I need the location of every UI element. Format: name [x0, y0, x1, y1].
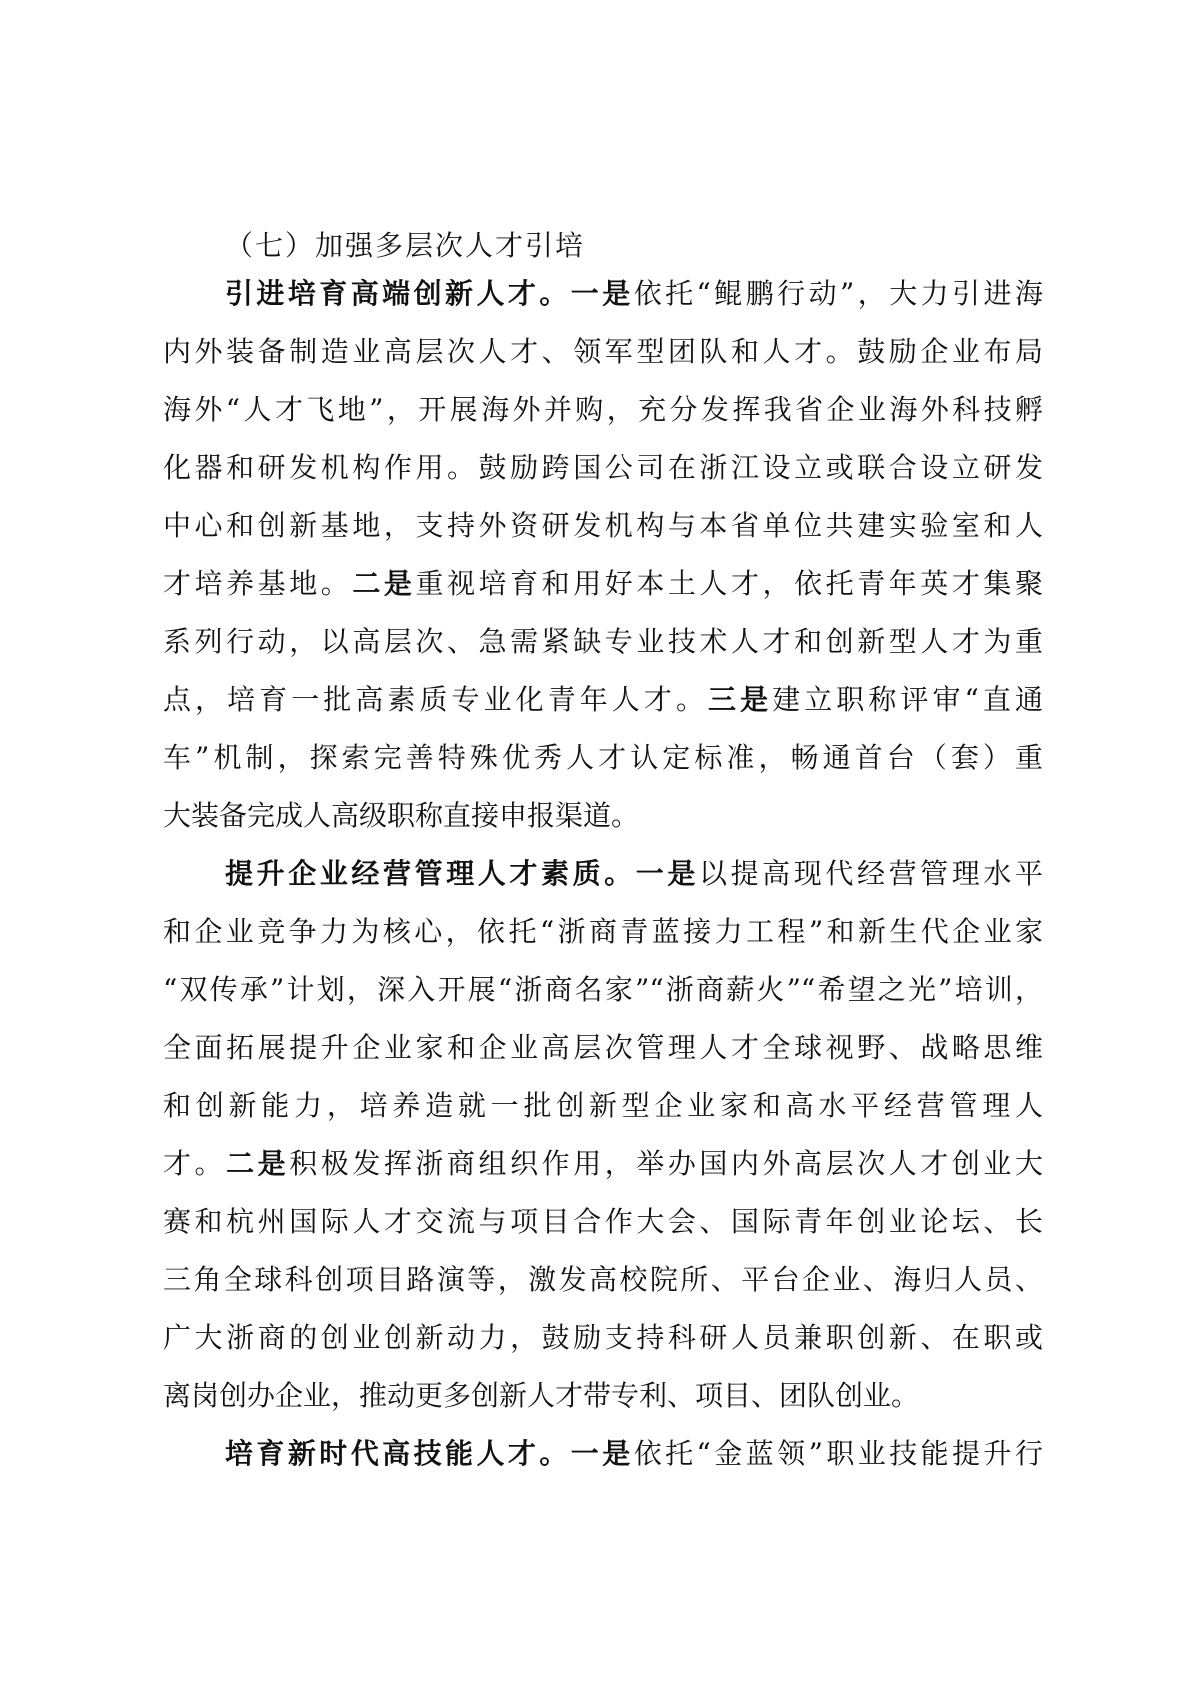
- text-line: [163, 497, 1043, 555]
- bold-run: 提升企业经营管理人才素质。一是: [225, 857, 699, 890]
- text-line: [163, 1193, 1043, 1251]
- bold-run: 培育新时代高技能人才。一是: [225, 1437, 634, 1470]
- text-line: [163, 903, 1043, 961]
- text-run: 全面拓展提升企业家和企业高层次管理人才全球视野、战略思维: [163, 1031, 1043, 1064]
- bold-run: 二是: [226, 1147, 290, 1180]
- text-run: 和企业竞争力为核心，依托“浙商青蓝接力工程”和新生代企业家: [163, 915, 1043, 948]
- section-heading: （七）加强多层次人才引培: [225, 229, 586, 262]
- text-run: 点，培育一批高素质专业化青年人才。: [163, 683, 709, 716]
- text-line: [163, 1077, 1043, 1135]
- text-run: 和创新能力，培养造就一批创新型企业家和高水平经营管理人: [163, 1089, 1043, 1122]
- text-run: “双传承”计划，深入开展“浙商名家”“浙商薪火”“希望之光”培训，: [163, 973, 1043, 1006]
- text-line: [163, 671, 1043, 729]
- text-run: 才培养基地。: [163, 567, 353, 600]
- bold-run: 三是: [708, 683, 773, 716]
- text-line: [163, 729, 1043, 787]
- text-line: [225, 845, 1043, 903]
- text-line: [163, 323, 1043, 381]
- text-line: [163, 787, 1043, 845]
- text-line: [163, 1251, 1043, 1309]
- text-run: 大装备完成人高级职称直接申报渠道。: [163, 799, 640, 832]
- text-run: 海外“人才飞地”，开展海外并购，充分发挥我省企业海外科技孵: [163, 393, 1043, 426]
- text-line: [163, 961, 1043, 1019]
- text-run: 中心和创新基地，支持外资研发机构与本省单位共建实验室和人: [163, 509, 1043, 542]
- text-line: [163, 1367, 1043, 1425]
- text-line: [163, 1135, 1043, 1193]
- text-run: 以提高现代经营管理水平: [698, 857, 1043, 890]
- text-line: [163, 555, 1043, 613]
- text-run: 系列行动，以高层次、急需紧缺专业技术人才和创新型人才为重: [163, 625, 1043, 658]
- text-run: 三角全球科创项目路演等，激发高校院所、平台企业、海归人员、: [163, 1263, 1043, 1296]
- text-run: 赛和杭州国际人才交流与项目合作大会、国际青年创业论坛、长: [163, 1205, 1043, 1238]
- text-run: 才。: [163, 1147, 227, 1180]
- text-run: 广大浙商的创业创新动力，鼓励支持科研人员兼职创新、在职或: [163, 1321, 1043, 1354]
- text-line: [163, 613, 1043, 671]
- text-run: 离岗创办企业，推动更多创新人才带专利、项目、团队创业。: [163, 1379, 920, 1412]
- text-line: [225, 265, 1043, 323]
- bold-run: 引进培育高端创新人才。一是: [225, 277, 634, 310]
- text-run: 积极发挥浙商组织作用，举办国内外高层次人才创业大: [289, 1147, 1043, 1180]
- bold-run: 二是: [352, 567, 416, 600]
- text-run: 建立职称评审“直通: [772, 683, 1043, 716]
- text-run: 车”机制，探索完善特殊优秀人才认定标准，畅通首台（套）重: [163, 741, 1043, 774]
- text-line: [163, 1019, 1043, 1077]
- text-line: [163, 381, 1043, 439]
- text-run: 依托“鲲鹏行动”，大力引进海: [633, 277, 1043, 310]
- text-run: 重视培育和用好本土人才，依托青年英才集聚: [415, 567, 1043, 600]
- text-line: [163, 439, 1043, 497]
- text-run: 内外装备制造业高层次人才、领军型团队和人才。鼓励企业布局: [163, 335, 1043, 368]
- text-run: 化器和研发机构作用。鼓励跨国公司在浙江设立或联合设立研发: [163, 451, 1043, 484]
- text-line: [163, 1309, 1043, 1367]
- text-line: [225, 1425, 1043, 1483]
- text-run: 依托“金蓝领”职业技能提升行: [633, 1437, 1043, 1470]
